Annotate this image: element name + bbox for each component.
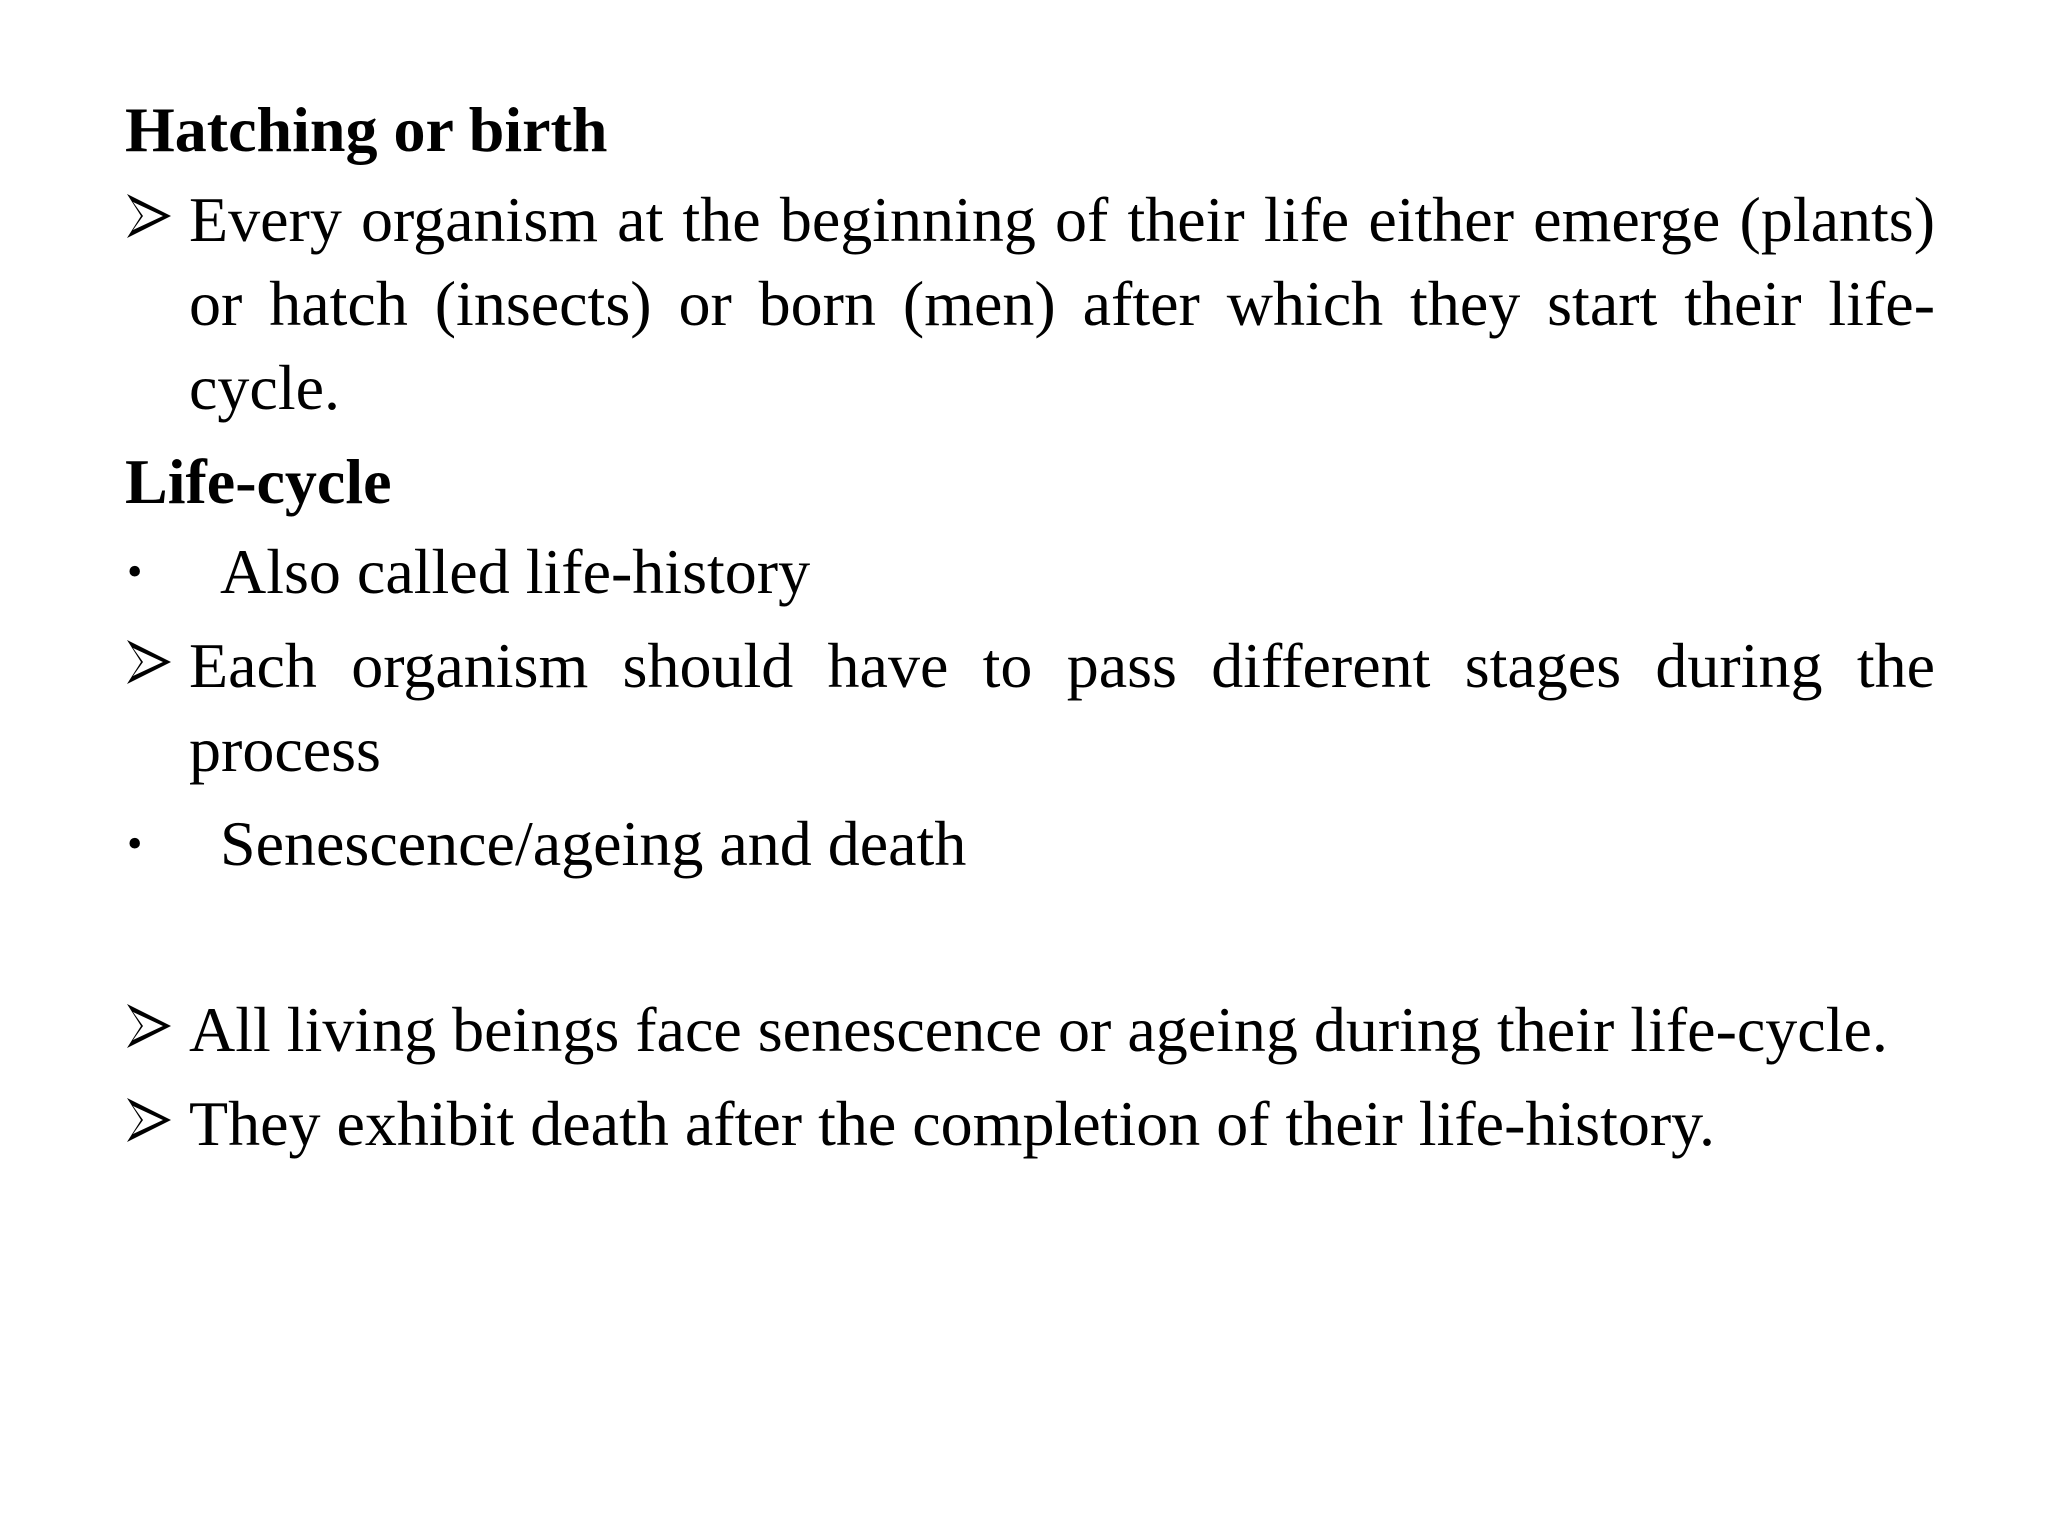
arrow-item-ageing (125, 988, 1935, 1072)
arrow-item-stages (125, 624, 1935, 792)
spacer (125, 896, 1935, 988)
dot-item-senescence (125, 802, 1935, 886)
dot-item-also-called (125, 530, 1935, 614)
arrow-bullet-icon (125, 1082, 181, 1166)
slide-content (125, 88, 1935, 1176)
arrow-item-death (125, 1082, 1935, 1166)
dot-bullet-icon: • (127, 819, 143, 868)
arrow-item-emergence (125, 178, 1935, 430)
arrow-item-text: They exhibit death after the completion of their life-history. (189, 1088, 1715, 1159)
arrow-bullet-icon (125, 178, 181, 262)
arrow-bullet-icon (125, 624, 181, 708)
dot-bullet-icon: • (127, 547, 143, 596)
heading-lifecycle: Life-cycle (125, 446, 392, 517)
arrow-bullet-icon (125, 988, 181, 1072)
dot-item-text: Also called life-history (220, 536, 811, 607)
dot-item-text: Senescence/ageing and death (220, 808, 967, 879)
heading-hatching: Hatching or birth (125, 94, 608, 165)
arrow-item-text: Each organism should have to pass different stages during the process (189, 630, 1935, 785)
arrow-item-text: Every organism at the beginning of their life either emerge (plants) or hatch (insects) or born (men) after which they start their life-cycle. (189, 184, 1935, 423)
arrow-item-text: All living beings face senescence or ageing during their life-cycle. (189, 994, 1888, 1065)
